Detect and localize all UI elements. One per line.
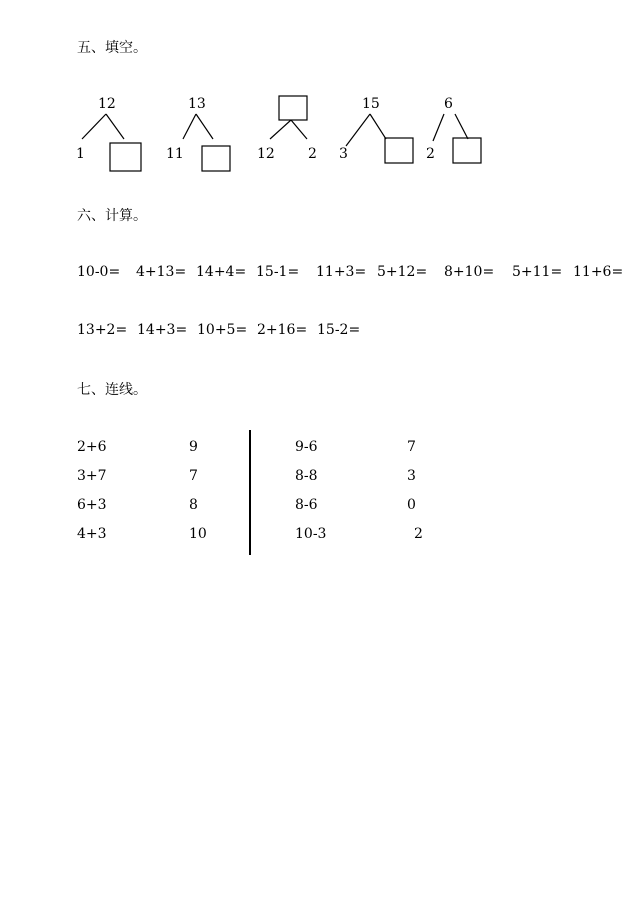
section-7-heading: 七、连线。 [77,382,147,398]
tree-3-right: 2 [308,146,317,162]
calc-1-9: 11+6= [573,264,624,280]
tree-2-left: 11 [166,146,184,162]
match-right-expr-3[interactable]: 8-6 [295,497,318,513]
match-left-answer-3[interactable]: 8 [189,497,198,513]
match-left-expr-3[interactable]: 6+3 [77,497,107,513]
calc-1-8: 5+11= [512,264,563,280]
tree-5-left: 2 [426,146,435,162]
tree-3-answer-box[interactable] [279,96,307,120]
match-right-answer-1[interactable]: 7 [407,439,416,455]
number-tree-4 [339,96,413,163]
match-right-expr-2[interactable]: 8-8 [295,468,318,484]
tree-4-left: 3 [339,146,348,162]
tree-1-left: 1 [76,146,85,162]
tree-4-answer-box[interactable] [385,138,413,163]
section-6-heading: 六、计算。 [77,208,147,224]
tree-5-top: 6 [444,96,453,112]
calc-2-2: 14+3= [137,322,188,338]
match-left-expr-2[interactable]: 3+7 [77,468,107,484]
tree-2-answer-box[interactable] [202,146,230,171]
number-tree-1 [76,96,141,171]
match-left-expr-1[interactable]: 2+6 [77,439,107,455]
match-right-answer-4[interactable]: 2 [414,526,423,542]
match-right-expr-4[interactable]: 10-3 [295,526,327,542]
calc-1-1: 10-0= [77,264,121,280]
tree-1-top: 12 [98,96,116,112]
calc-1-5: 11+3= [316,264,367,280]
tree-4-top: 15 [362,96,380,112]
calc-2-1: 13+2= [77,322,128,338]
tree-1-answer-box[interactable] [110,143,141,171]
calc-1-6: 5+12= [377,264,428,280]
number-trees [0,0,640,200]
column-divider [249,430,251,555]
calc-1-7: 8+10= [444,264,495,280]
calc-2-4: 2+16= [257,322,308,338]
number-tree-5 [426,96,481,163]
tree-2-top: 13 [188,96,206,112]
calc-1-2: 4+13= [136,264,187,280]
number-tree-3 [257,96,317,162]
match-left-answer-2[interactable]: 7 [189,468,198,484]
match-right-answer-3[interactable]: 0 [407,497,416,513]
match-left-answer-4[interactable]: 10 [189,526,207,542]
calc-1-4: 15-1= [256,264,300,280]
tree-5-answer-box[interactable] [453,138,481,163]
match-right-answer-2[interactable]: 3 [407,468,416,484]
calc-2-3: 10+5= [197,322,248,338]
section-5-heading: 五、填空。 [77,40,147,56]
calc-1-3: 14+4= [196,264,247,280]
match-left-answer-1[interactable]: 9 [189,439,198,455]
number-tree-2 [166,96,230,171]
match-left-expr-4[interactable]: 4+3 [77,526,107,542]
tree-3-left: 12 [257,146,275,162]
calc-2-5: 15-2= [317,322,361,338]
match-right-expr-1[interactable]: 9-6 [295,439,318,455]
